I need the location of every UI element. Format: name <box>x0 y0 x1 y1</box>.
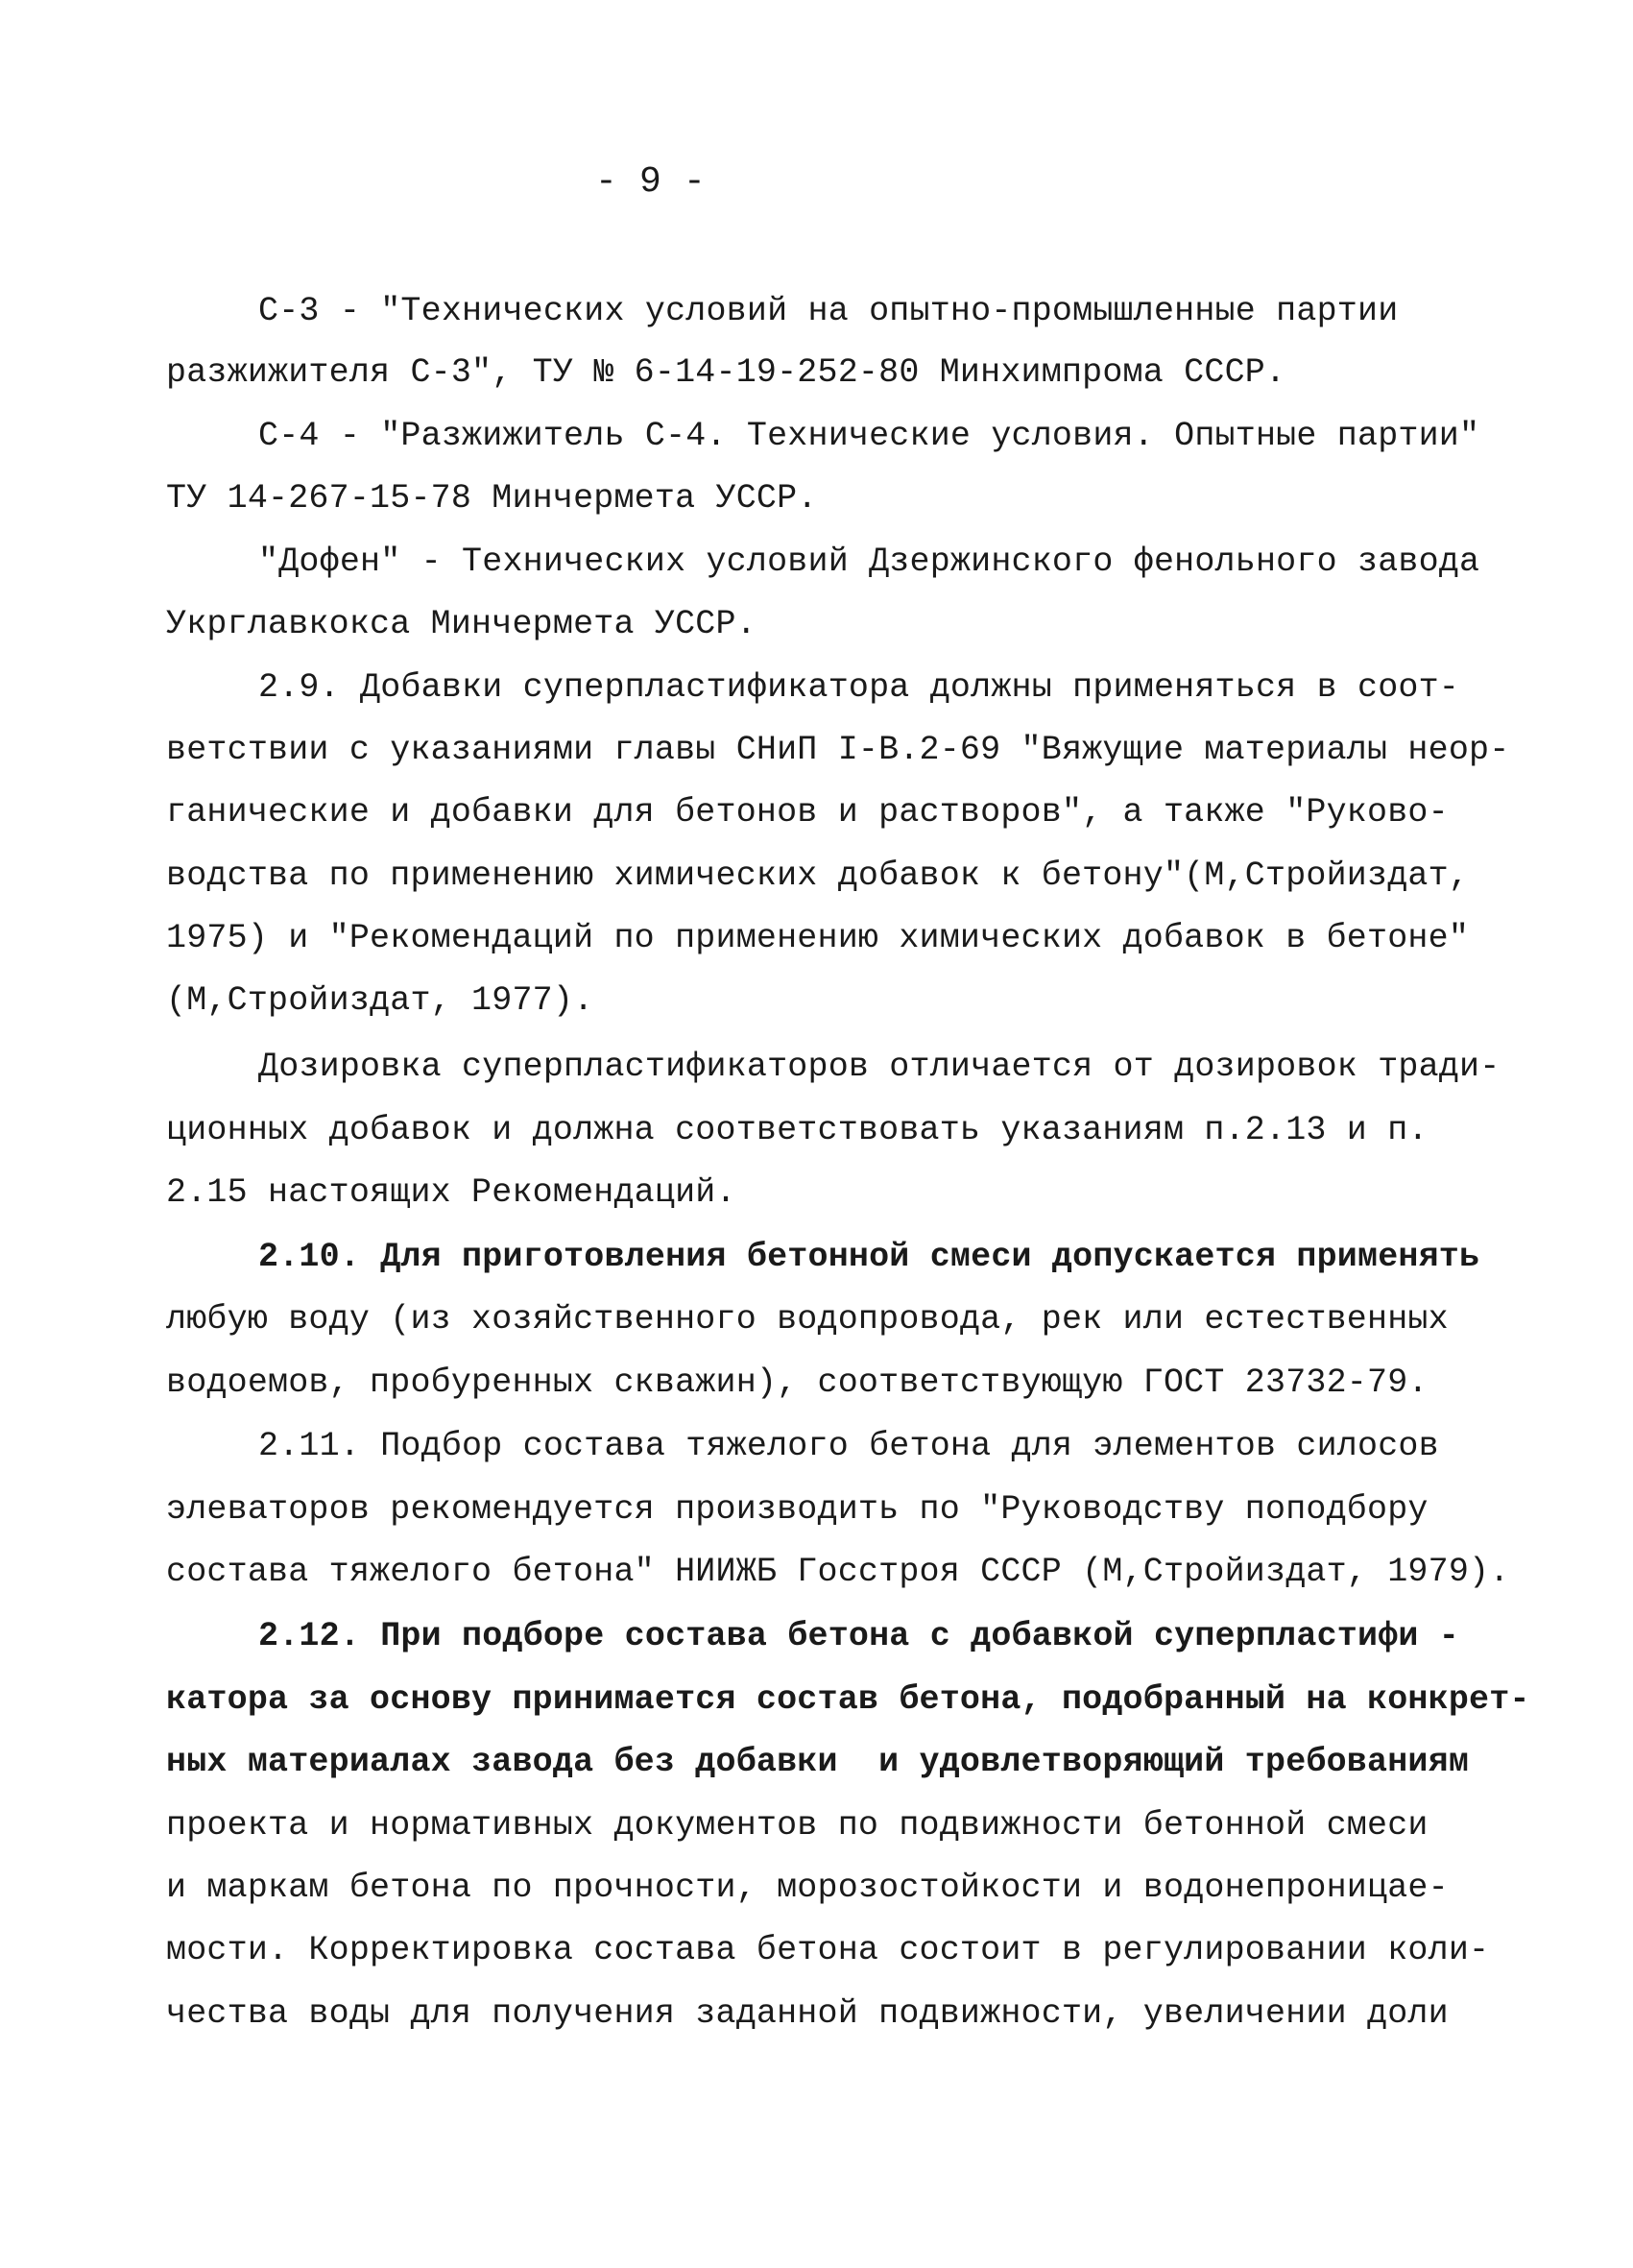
text-line: любую воду (из хозяйственного водопровода, рек или естественных <box>166 1300 1449 1339</box>
text-line: ных материалах завода без добавки и удовлетворяющий требованиям <box>166 1743 1470 1781</box>
text-line: ганические и добавки для бетонов и растворов", а также "Руково- <box>166 793 1449 832</box>
text-line: и маркам бетона по прочности, морозостойкости и водонепроницае- <box>166 1869 1449 1907</box>
text-line: С-3 - "Технических условий на опытно-промышленные партии <box>258 292 1399 330</box>
text-line: 2.12. При подборе состава бетона с добавкой суперпластифи - <box>258 1617 1460 1655</box>
text-line: 2.15 настоящих Рекомендаций. <box>166 1173 736 1212</box>
text-line: "Дофен" - Технических условий Дзержинского фенольного завода <box>258 543 1480 581</box>
text-line: 1975) и "Рекомендаций по применению химических добавок в бетоне" <box>166 919 1470 957</box>
text-line: водоемов, пробуренных скважин), соответствующую ГОСТ 23732-79. <box>166 1363 1429 1402</box>
text-line: катора за основу принимается состав бетона, подобранный на конкрет- <box>166 1680 1530 1719</box>
text-line: разжижителя С-3", ТУ № 6-14-19-252-80 Минхимпрома СССР. <box>166 353 1286 392</box>
text-line: мости. Корректировка состава бетона состоит в регулировании коли- <box>166 1931 1490 1969</box>
text-line: чества воды для получения заданной подвижности, увеличении доли <box>166 1994 1449 2033</box>
text-line: 2.9. Добавки суперпластификатора должны применяться в соот- <box>258 668 1460 707</box>
text-line: Укрглавкокса Минчермета УССР. <box>166 605 756 643</box>
text-line: элеваторов рекомендуется производить по "Руководству поподбору <box>166 1490 1429 1529</box>
text-line: ветствии с указаниями главы СНиП I-В.2-69 "Вяжущие материалы неор- <box>166 731 1510 769</box>
text-line: Дозировка суперпластификаторов отличается от дозировок тради- <box>258 1048 1501 1086</box>
text-line: состава тяжелого бетона" НИИЖБ Госстроя СССР (М,Стройиздат, 1979). <box>166 1553 1510 1591</box>
text-line: ционных добавок и должна соответствовать указаниям п.2.13 и п. <box>166 1111 1429 1149</box>
page-number: - 9 - <box>595 161 707 203</box>
text-line: проекта и нормативных документов по подвижности бетонной смеси <box>166 1806 1429 1845</box>
text-line: ТУ 14-267-15-78 Минчермета УССР. <box>166 479 818 518</box>
text-line: С-4 - "Разжижитель С-4. Технические условия. Опытные партии" <box>258 417 1480 455</box>
text-line: (М,Стройиздат, 1977). <box>166 981 594 1020</box>
text-line: 2.10. Для приготовления бетонной смеси допускается применять <box>258 1238 1480 1276</box>
text-line: водства по применению химических добавок к бетону"(М,Стройиздат, <box>166 857 1470 895</box>
text-line: 2.11. Подбор состава тяжелого бетона для элементов силосов <box>258 1427 1439 1465</box>
